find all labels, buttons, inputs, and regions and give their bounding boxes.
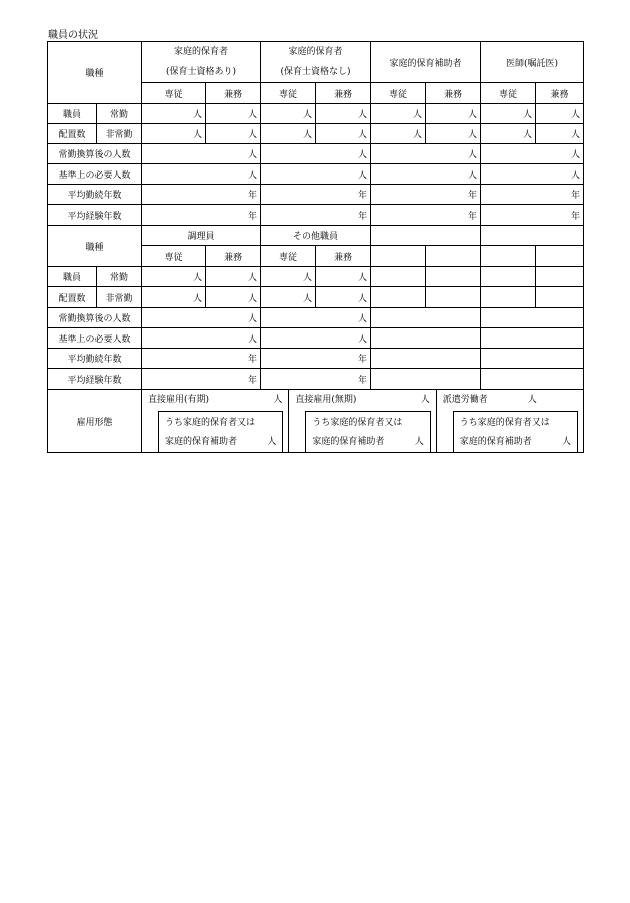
row-label-avg-service: 平均勤続年数 xyxy=(48,185,142,205)
input-cell[interactable]: 人 xyxy=(261,104,316,124)
input-cell[interactable]: 人 xyxy=(481,164,584,185)
row-label-avg-experience: 平均経験年数 xyxy=(48,369,142,390)
input-cell[interactable]: 年 xyxy=(481,205,584,226)
input-cell[interactable]: 年 xyxy=(371,205,481,226)
input-cell[interactable]: 人 xyxy=(142,308,261,328)
input-cell[interactable]: 人 xyxy=(206,267,261,287)
input-cell[interactable]: 人 xyxy=(481,104,536,124)
input-cell[interactable]: 年 xyxy=(142,349,261,369)
blank-cell xyxy=(371,246,426,267)
input-cell[interactable]: 人 xyxy=(371,124,426,144)
header-assistant: 家庭的保育補助者 xyxy=(371,42,481,83)
input-cell[interactable]: 人 xyxy=(371,104,426,124)
input-cell[interactable]: 人 xyxy=(261,124,316,144)
input-cell[interactable]: 人 xyxy=(261,287,316,308)
input-cell[interactable]: 人 xyxy=(371,164,481,185)
input-cell[interactable]: 人 xyxy=(426,104,481,124)
sub-kenmu: 兼務 xyxy=(206,83,261,104)
input-cell[interactable]: 人 xyxy=(142,124,206,144)
input-cell[interactable]: 人 xyxy=(206,124,261,144)
unit-label[interactable]: 人 xyxy=(414,437,424,447)
direct-unlimited-box xyxy=(288,390,435,452)
input-cell[interactable]: 人 xyxy=(142,104,206,124)
header-hoiku-qualified: 家庭的保育者 (保育士資格あり) xyxy=(142,42,261,83)
row-label-required: 基準上の必要人数 xyxy=(48,328,142,349)
input-cell[interactable]: 人 xyxy=(481,124,536,144)
blank-cell xyxy=(536,267,584,287)
row-label-fulltime: 常勤 xyxy=(97,267,142,287)
row-label-avg-experience: 平均経験年数 xyxy=(48,205,142,226)
dispatch-box xyxy=(436,390,583,452)
input-cell[interactable]: 年 xyxy=(261,185,371,205)
row-label-parttime: 非常勤 xyxy=(97,124,142,144)
input-cell[interactable]: 人 xyxy=(316,287,371,308)
row-label-fte: 常勤換算後の人数 xyxy=(48,144,142,164)
blank-cell xyxy=(481,369,584,390)
header-blank xyxy=(481,226,584,246)
input-cell[interactable]: 人 xyxy=(536,124,584,144)
direct-fixed-box xyxy=(142,390,288,452)
row-label-staff: 職員 xyxy=(48,267,97,287)
sub-kenmu: 兼務 xyxy=(316,83,371,104)
input-cell[interactable]: 年 xyxy=(142,185,261,205)
input-cell[interactable]: 人 xyxy=(261,164,371,185)
unit-label[interactable]: 人 xyxy=(267,437,277,447)
employment-type-label: 雇用形態 xyxy=(48,390,142,453)
row-label-required: 基準上の必要人数 xyxy=(48,164,142,185)
input-cell[interactable]: 人 xyxy=(481,144,584,164)
sub-senjyu: 専従 xyxy=(142,246,206,267)
input-cell[interactable]: 人 xyxy=(316,267,371,287)
job-type-header: 職種 xyxy=(48,42,142,104)
input-cell[interactable]: 人 xyxy=(316,124,371,144)
input-cell[interactable]: 人 xyxy=(142,287,206,308)
sub-kenmu: 兼務 xyxy=(426,83,481,104)
employment-type-area xyxy=(142,390,584,453)
input-cell[interactable]: 人 xyxy=(371,144,481,164)
blank-cell xyxy=(426,287,481,308)
unit-label[interactable]: 人 xyxy=(527,395,537,405)
header-hoiku-unqualified: 家庭的保育者 (保育士資格なし) xyxy=(261,42,371,83)
direct-unlimited-label: 直接雇用(無期) xyxy=(295,395,357,405)
header-cook: 調理員 xyxy=(142,226,261,246)
subset-box: うち家庭的保育者又は 家庭的保育補助者 人 xyxy=(305,411,430,452)
input-cell[interactable]: 人 xyxy=(206,287,261,308)
blank-cell xyxy=(481,349,584,369)
sub-senjyu: 専従 xyxy=(142,83,206,104)
input-cell[interactable]: 年 xyxy=(261,369,371,390)
row-label-fte: 常勤換算後の人数 xyxy=(48,308,142,328)
input-cell[interactable]: 人 xyxy=(316,104,371,124)
unit-label[interactable]: 人 xyxy=(562,437,572,447)
input-cell[interactable]: 年 xyxy=(142,205,261,226)
input-cell[interactable]: 人 xyxy=(536,104,584,124)
input-cell[interactable]: 人 xyxy=(261,308,371,328)
input-cell[interactable]: 年 xyxy=(481,185,584,205)
input-cell[interactable]: 年 xyxy=(371,185,481,205)
row-label-staff: 職員 xyxy=(48,104,97,124)
job-type-header: 職種 xyxy=(48,226,142,267)
input-cell[interactable]: 年 xyxy=(142,369,261,390)
input-cell[interactable]: 年 xyxy=(261,349,371,369)
blank-cell xyxy=(481,287,536,308)
row-label-fulltime: 常勤 xyxy=(97,104,142,124)
sub-senjyu: 専従 xyxy=(371,83,426,104)
blank-cell xyxy=(371,308,481,328)
unit-label[interactable]: 人 xyxy=(420,395,430,405)
blank-cell xyxy=(371,267,426,287)
section-title: 職員の状況 xyxy=(48,30,98,41)
blank-cell xyxy=(481,328,584,349)
blank-cell xyxy=(426,246,481,267)
row-label-avg-service: 平均勤続年数 xyxy=(48,349,142,369)
input-cell[interactable]: 人 xyxy=(261,267,316,287)
subset-box: うち家庭的保育者又は 家庭的保育補助者 人 xyxy=(158,411,283,452)
sub-kenmu: 兼務 xyxy=(316,246,371,267)
sub-kenmu: 兼務 xyxy=(536,83,584,104)
direct-fixed-label: 直接雇用(有期) xyxy=(148,395,210,405)
input-cell[interactable]: 人 xyxy=(142,267,206,287)
input-cell[interactable]: 人 xyxy=(142,328,261,349)
blank-cell xyxy=(536,246,584,267)
dispatch-label: 派遣労働者 xyxy=(442,395,488,405)
header-doctor: 医師(嘱託医) xyxy=(481,42,584,83)
blank-cell xyxy=(371,328,481,349)
blank-cell xyxy=(371,287,426,308)
input-cell[interactable]: 人 xyxy=(206,104,261,124)
sub-senjyu: 専従 xyxy=(481,83,536,104)
input-cell[interactable]: 人 xyxy=(426,124,481,144)
row-label-parttime: 非常勤 xyxy=(97,287,142,308)
blank-cell xyxy=(426,267,481,287)
header-other-staff: その他職員 xyxy=(261,226,371,246)
staff-status-table xyxy=(47,41,584,453)
input-cell[interactable]: 人 xyxy=(142,144,261,164)
input-cell[interactable]: 人 xyxy=(261,328,371,349)
header-blank xyxy=(371,226,481,246)
blank-cell xyxy=(481,246,536,267)
sub-senjyu: 専従 xyxy=(261,246,316,267)
subset-box: うち家庭的保育者又は 家庭的保育補助者 人 xyxy=(453,411,578,452)
blank-cell xyxy=(371,349,481,369)
row-label-placement: 配置数 xyxy=(48,287,97,308)
blank-cell xyxy=(481,267,536,287)
blank-cell xyxy=(536,287,584,308)
sub-kenmu: 兼務 xyxy=(206,246,261,267)
sub-senjyu: 専従 xyxy=(261,83,316,104)
input-cell[interactable]: 人 xyxy=(142,164,261,185)
blank-cell xyxy=(481,308,584,328)
row-label-placement: 配置数 xyxy=(48,124,97,144)
unit-label[interactable]: 人 xyxy=(273,395,283,405)
input-cell[interactable]: 人 xyxy=(261,144,371,164)
blank-cell xyxy=(371,369,481,390)
input-cell[interactable]: 年 xyxy=(261,205,371,226)
